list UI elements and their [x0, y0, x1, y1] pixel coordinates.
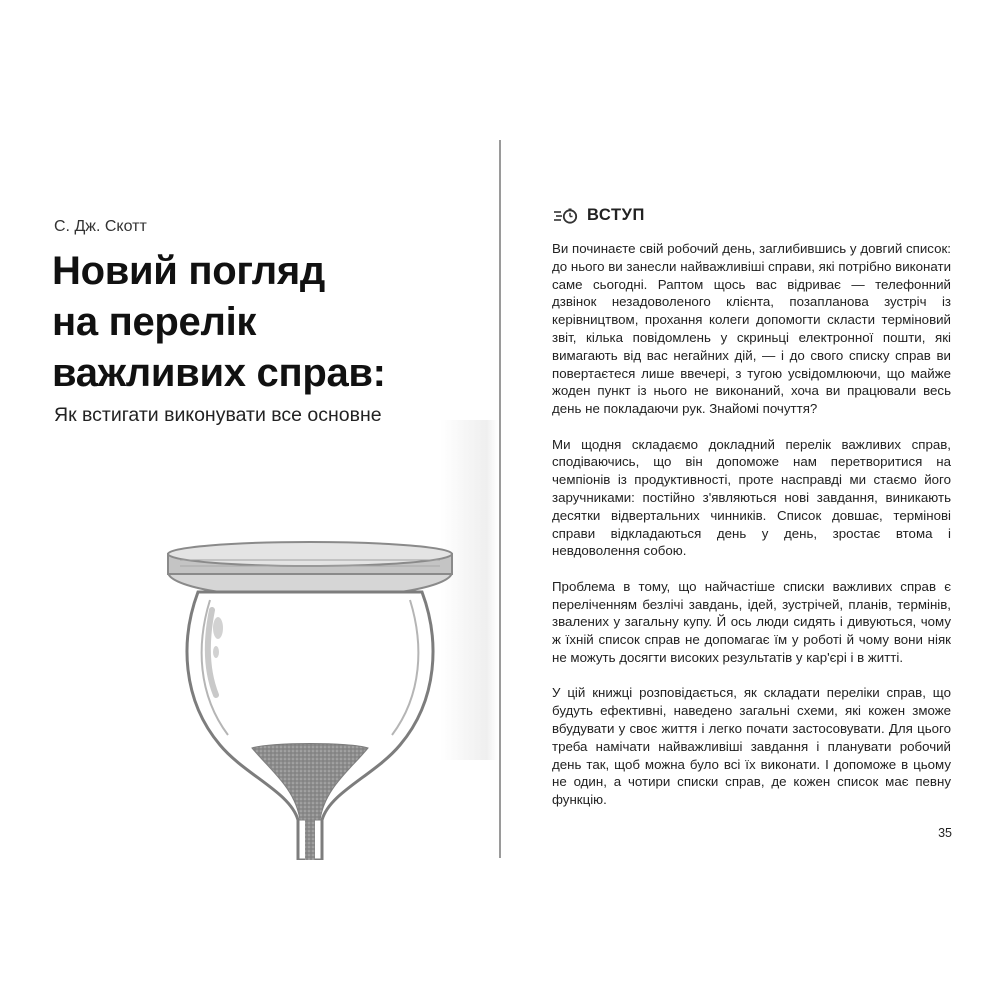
- section-header: [553, 206, 645, 225]
- page-number: 35: [938, 826, 952, 840]
- body-text: [552, 240, 951, 826]
- hourglass-lid: [168, 542, 452, 598]
- section-title: ВСТУП: [587, 206, 645, 224]
- stopwatch-icon: [553, 208, 579, 224]
- right-page: [501, 0, 1000, 1000]
- book-title: [52, 246, 472, 399]
- title-line-3: важливих справ:: [52, 351, 386, 395]
- title-line-1: Новий погляд: [52, 249, 326, 293]
- hourglass-sand: [252, 744, 368, 861]
- book-subtitle: Як встигати виконувати все основне: [54, 404, 382, 426]
- paragraph-2: Ми щодня складаємо докладний перелік важливих справ, сподіваючись, що він допоможе нам перетворитися на чемпіонів із продуктивності, проте насправді ми стаємо його заручниками: постійно з'являються нові завдання, виникають десятки відвертальних чинників. Список довшає, термінові справи відкладаються день у день, зростає втома і невдоволення собою.: [552, 436, 951, 559]
- paragraph-4: У цій книжці розповідається, як складати переліки справ, що будуть ефективні, наведено загальні схеми, які кожен зможе вбудувати у своє життя і легко почати застосовувати. Для цього треба намічати найважливіші завдання і планувати робочий день так, щоб можна було всі їх виконати. І допоможе в цьому не один, а чотири списки справ, де кожен список має певну функцію.: [552, 685, 951, 808]
- paragraph-3: Проблема в тому, що найчастіше списки важливих справ є переліченням безлічі завдань, ідей, зустрічей, планів, термінів, звалених у загальну купу. Й ось люди сидять і дивуються, чому ж їхній список справ не допомагає їм у роботі й чому вони ніяк не можуть досягти високих результатів у кар'єрі і в житті.: [552, 578, 951, 665]
- paragraph-1: Ви починаєте свій робочий день, заглибившись у довгий список: до нього ви занесли найважливіші справи, які потрібно виконати саме сьогодні. Раптом щось вас відриває — телефонний дзвінок незадоволеного клієнта, позапланова зустріч із керівництвом, прохання колеги допомогти скласти терміновий звіт, кілька повідомлень у скриньці електронної пошти, які вимагають від вас негайних дій, — і до свого списку справ ви повертаєтеся лише ввечері, з тугою усвідомлюючи, що майже жоден пункт із нього не виконаний, хоча ви працювали весь день не покладаючи рук. Знайомі почуття?: [552, 241, 951, 417]
- hourglass-illustration: [160, 530, 460, 860]
- author-name: С. Дж. Скотт: [54, 218, 147, 235]
- title-line-2: на перелік: [52, 300, 257, 344]
